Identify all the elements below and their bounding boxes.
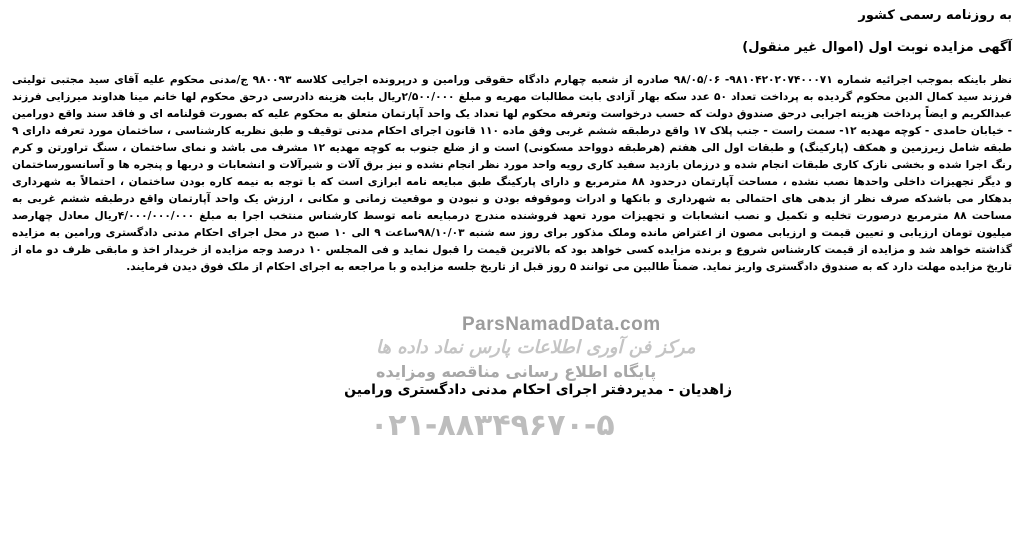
recipient-line: به روزنامه رسمی کشور — [858, 8, 1012, 23]
watermark-site-name: ParsNamadData.com — [462, 314, 661, 335]
notice-body: نظر باینکه بموجب اجرائیه شماره ۹۸۱۰۴۲۰۲۰۷۴۰۰۰۷۱- ۹۸/۰۵/۰۶ صادره از شعبه چهارم دادگاه حقوقی ورامین و درپرونده اجرایی کلاسه ۹۸۰۰۹۳ ج/مدنی محکوم علیه آقای سید مجتبی تولیتی فرزند سید کمال الدین محکوم گردیده به پرداخت تعداد ۵۰ عدد سکه بهار آزادی بابت مطالبات مهریه و مبلغ ۲/۵۰۰/۰۰۰ریال بابت هزینه دادرسی درحق محکوم لها خانم مینا هداوند میرزایی فرزند عبدالکریم و ایضاً پرداخت هزینه اجرایی درحق صندوق دولت که حسب درخواست وتعرفه محکوم لها تعداد یک واحد آپارتمان متعلق به محکوم علیه که بصورت قولنامه ای و فاقد سند واقع دورامین - خیابان حامدی - کوچه مهدیه ۱۲- سمت راست - جنب پلاک ۱۷ واقع درطبقه ششم غربی وفق ماده ۱۱۰ قانون اجرای احکام مدنی توقیف و طبق نظریه کارشناسی ، ساختمان مورد تعرفه دارای ۹ طبقه شامل زیرزمین و همکف (پارکینگ) و طبقات اول الی هفتم (هرطبقه دوواحد مسکونی) است و از ضلع جنوب به کوچه مهدیه ۱۲ مشرف می باشد و نمای ساختمان ، سنگ تراورتن و کرم رنگ اجرا شده و بخشی نازک کاری طبقات انجام شده و درزمان بازدید سفید کاری رویه واحد مورد نظر انجام نشده و نیز برق آلات و شیرآلات و انشعابات و دربها و پنجره ها و آسانسورساختمان و دیگر تجهیزات داخلی واحدها نصب نشده ، مساحت آپارتمان درحدود ۸۸ مترمربع و دارای پارکینگ طبق مبایعه نامه ابرازی است که با توجه به نیمه کاره بودن ساختمان ، احتمالاً به شهرداری بدهکار می باشدکه صرف نظر از بدهی های احتمالی به شهرداری و بانکها و ادرات وموقوفه بودن و نبودن و موقعیت زمانی و مکانی ، ارزش یک واحد آپارتمان واقع درطبقه ششم غربی به مساحت ۸۸ مترمربع درصورت تخلیه و تکمیل و نصب انشعابات و تجهیزات مورد تعهد فروشنده مندرج درمبایعه نامه توسط کارشناس منتخب اجرا به مبلغ ۴/۰۰۰/۰۰۰/۰۰۰ریال معادل چهارصد میلیون تومان ارزیابی و تعیین قیمت و ارزیابی مصون از اعتراض مانده وملک مذکور برای روز سه شنبه ۹۸/۱۰/۰۳ساعت ۹ الی ۱۰ صبح در محل اجرای احکام مدنی دادگستری ورامین به مزایده گذاشته خواهد شد و مزایده از قیمت کارشناس شروع و برنده مزایده کسی خواهد بود که بالاترین قیمت را قبول نماید و فی المجلس ۱۰ درصد وجه مزایده از خریدار اخذ و مابقی ظرف دو ماه از تاریخ مزایده مهلت دارد که به صندوق دادگستری واریز نماید. ضمناً طالبین می توانند ۵ روز قبل از تاریخ جلسه مزایده و با مراجعه به اجرای احکام از ملک فوق دیدن فرمایند. — [12, 74, 1013, 273]
watermark-phone: ۰۲۱-۸۸۳۴۹۶۷۰-۵ — [370, 408, 615, 443]
watermark-tender-base: پایگاه اطلاع رسانی مناقصه ومزایده — [376, 362, 657, 381]
watermark-center-name: مرکز فن آوری اطلاعات پارس نماد داده ها — [376, 337, 696, 358]
signature-line: زاهدیان - مدیردفتر اجرای احکام مدنی دادگستری ورامین — [344, 382, 732, 398]
notice-title: آگهی مزایده نوبت اول (اموال غیر منقول) — [742, 40, 1012, 55]
